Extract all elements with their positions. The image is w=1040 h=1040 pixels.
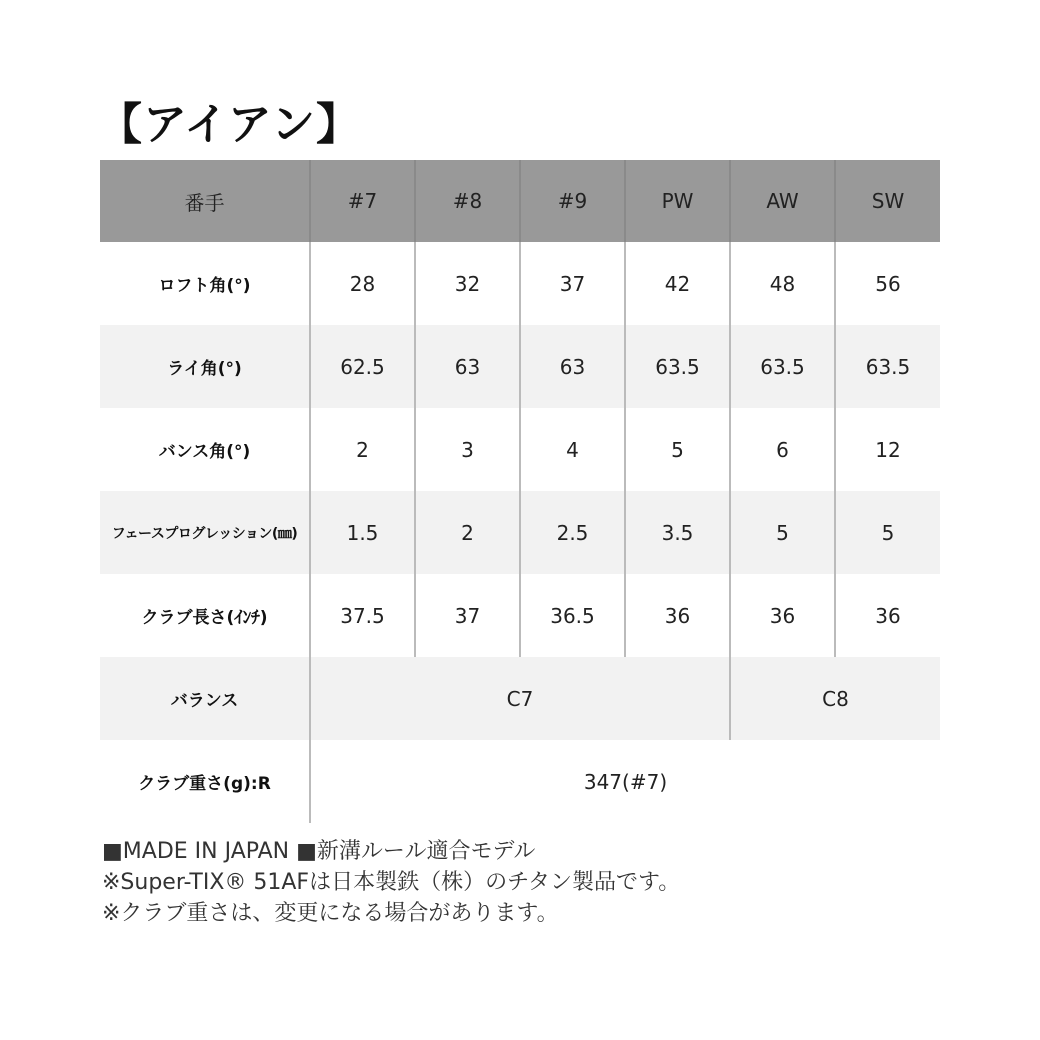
value-cell: 63 xyxy=(415,325,520,408)
value-cell: 2.5 xyxy=(520,491,625,574)
note-line: ※クラブ重さは、変更になる場合があります。 xyxy=(102,901,559,926)
header-cell: #9 xyxy=(520,160,625,242)
value-cell: 5 xyxy=(730,491,835,574)
spec-table xyxy=(100,160,940,823)
value-cell: 37 xyxy=(415,574,520,657)
row-label: フェースプログレッション(㎜) xyxy=(100,491,310,574)
value-cell: 32 xyxy=(415,242,520,325)
value-cell: 36 xyxy=(730,574,835,657)
note-line: ※Super-TIX® 51AFは日本製鉄（株）のチタン製品です。 xyxy=(102,870,681,895)
value-cell: 28 xyxy=(310,242,415,325)
row-label: バランス xyxy=(100,657,310,740)
value-cell: 63 xyxy=(520,325,625,408)
notes xyxy=(102,836,680,929)
spec-row xyxy=(100,325,940,408)
value-cell: 2 xyxy=(310,408,415,491)
spec-row xyxy=(100,491,940,574)
weight-value: 347(#7) xyxy=(310,740,940,823)
value-cell: 5 xyxy=(835,491,940,574)
value-cell: 56 xyxy=(835,242,940,325)
value-cell: 3 xyxy=(415,408,520,491)
header-cell: PW xyxy=(625,160,730,242)
balance-row xyxy=(100,657,940,740)
balance-c8: C8 xyxy=(730,657,940,740)
page-title: 【アイアン】 xyxy=(98,99,361,150)
value-cell: 37.5 xyxy=(310,574,415,657)
header-cell: AW xyxy=(730,160,835,242)
spec-row xyxy=(100,408,940,491)
value-cell: 48 xyxy=(730,242,835,325)
header-cell: SW xyxy=(835,160,940,242)
header-cell: #7 xyxy=(310,160,415,242)
value-cell: 12 xyxy=(835,408,940,491)
value-cell: 36.5 xyxy=(520,574,625,657)
row-label: バンス角(°) xyxy=(158,442,251,462)
row-label: ロフト角(°) xyxy=(158,276,251,296)
row-label: クラブ長さ(ｲﾝﾁ) xyxy=(141,608,268,628)
row-label: クラブ重さ(g):R xyxy=(138,774,271,794)
value-cell: 42 xyxy=(625,242,730,325)
value-cell: 63.5 xyxy=(835,325,940,408)
value-cell: 2 xyxy=(415,491,520,574)
value-cell: 6 xyxy=(730,408,835,491)
value-cell: 37 xyxy=(520,242,625,325)
value-cell: 1.5 xyxy=(310,491,415,574)
header-cell: 番手 xyxy=(100,160,310,242)
value-cell: 4 xyxy=(520,408,625,491)
value-cell: 62.5 xyxy=(310,325,415,408)
value-cell: 3.5 xyxy=(625,491,730,574)
spec-row xyxy=(100,242,940,325)
row-label: ライ角(°) xyxy=(100,325,310,408)
note-line: ■MADE IN JAPAN ■新溝ルール適合モデル xyxy=(102,839,536,864)
header-cell: #8 xyxy=(415,160,520,242)
weight-row xyxy=(100,740,940,823)
value-cell: 63.5 xyxy=(730,325,835,408)
value-cell: 36 xyxy=(625,574,730,657)
spec-row xyxy=(100,574,940,657)
balance-c7: C7 xyxy=(310,657,730,740)
value-cell: 63.5 xyxy=(625,325,730,408)
value-cell: 36 xyxy=(835,574,940,657)
header-row xyxy=(100,160,940,242)
value-cell: 5 xyxy=(625,408,730,491)
